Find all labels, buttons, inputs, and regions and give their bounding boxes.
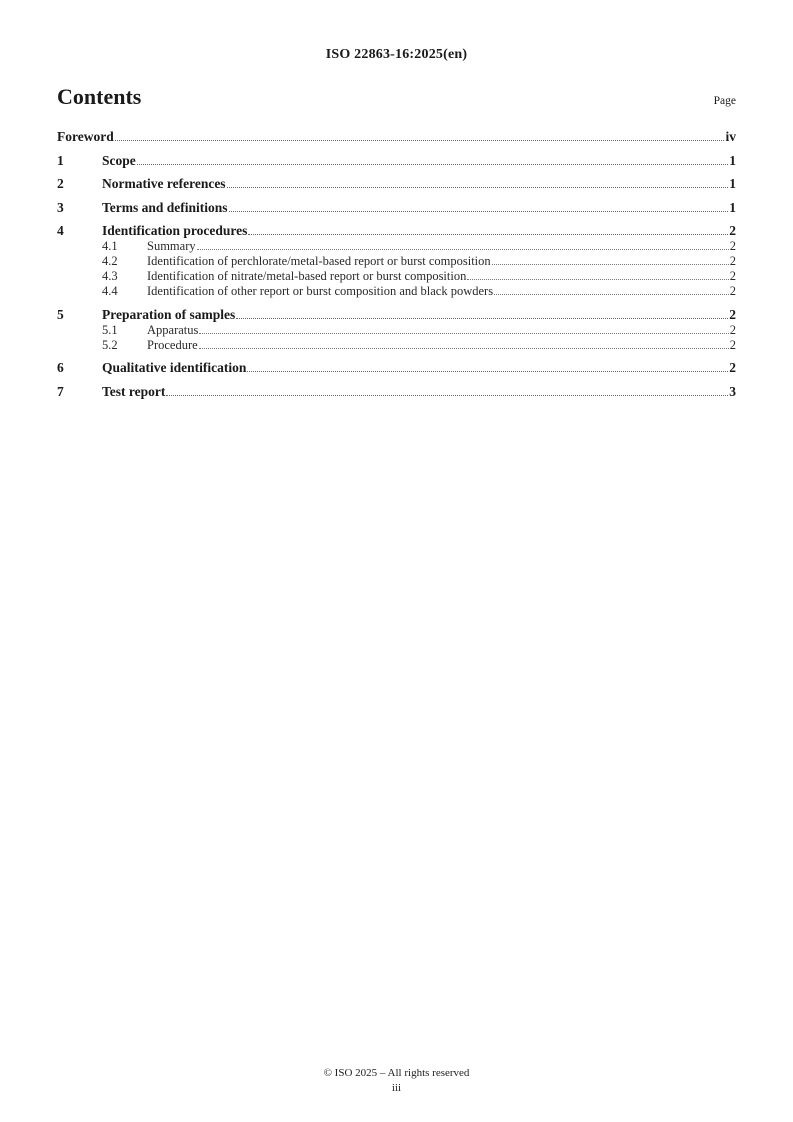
toc-subentry[interactable]	[57, 254, 736, 269]
dot-leader	[166, 395, 728, 396]
dot-leader	[229, 211, 729, 212]
toc-entry[interactable]	[57, 153, 736, 169]
toc-subentry[interactable]	[57, 239, 736, 254]
toc-entry[interactable]	[57, 129, 736, 145]
toc-entry-page: 1	[729, 199, 736, 215]
toc-entry-label: Qualitative identification	[102, 360, 247, 375]
toc-subentry-label: Identification of nitrate/metal-based report or burst composition	[147, 269, 467, 283]
toc-subentry-number: 4.2	[102, 254, 118, 268]
contents-title: Contents	[57, 84, 142, 109]
page-number: iii	[391, 1082, 402, 1094]
toc-subentry-page: 2	[729, 284, 736, 298]
toc-subentry-label: Apparatus	[147, 322, 199, 337]
toc-entry[interactable]	[57, 223, 736, 239]
dot-leader	[467, 279, 728, 280]
toc-subentry[interactable]	[57, 338, 736, 353]
dot-leader	[115, 140, 725, 141]
toc-entry-number: 5	[57, 306, 64, 322]
toc-subentry-label: Identification of perchlorate/metal-based report or burst composition	[147, 254, 491, 268]
table-of-contents	[57, 129, 736, 400]
dot-leader	[199, 333, 728, 334]
toc-entry-page: 2	[729, 360, 736, 375]
toc-entry-page: 2	[729, 223, 736, 238]
dot-leader	[247, 371, 728, 372]
toc-entry[interactable]	[57, 176, 736, 192]
toc-entry-page: 1	[729, 152, 736, 168]
toc-entry-page: 1	[729, 176, 736, 191]
toc-subentry-page: 2	[729, 269, 736, 283]
toc-subentry-label: Procedure	[147, 337, 198, 352]
toc-subentry[interactable]	[57, 269, 736, 284]
toc-subentry-label: Identification of other report or burst composition and black powders	[147, 284, 494, 298]
dot-leader	[492, 264, 729, 265]
toc-entry-number: 7	[57, 383, 64, 399]
toc-subentry-page: 2	[729, 322, 736, 337]
page-column-label: Page	[713, 95, 736, 107]
toc-subentry-number: 4.1	[102, 239, 118, 253]
toc-subentry-number: 5.1	[102, 322, 118, 337]
toc-entry[interactable]	[57, 200, 736, 216]
toc-subentry-page: 2	[729, 337, 736, 352]
toc-subentry[interactable]	[57, 323, 736, 338]
toc-entry[interactable]	[57, 360, 736, 376]
toc-entry-label: Test report	[102, 383, 166, 399]
dot-leader	[236, 318, 728, 319]
dot-leader	[248, 234, 728, 235]
toc-entry-number: 3	[57, 199, 64, 215]
toc-subentry-number: 4.4	[102, 284, 118, 298]
toc-subentry-number: 5.2	[102, 337, 118, 352]
toc-entry-label: Preparation of samples	[102, 306, 236, 322]
toc-entry-page: 3	[729, 383, 736, 399]
dot-leader	[199, 348, 729, 349]
dot-leader	[227, 187, 729, 188]
toc-entry-page: 2	[729, 306, 736, 322]
page-footer	[0, 1066, 793, 1096]
dot-leader	[494, 294, 729, 295]
toc-subentry-page: 2	[729, 239, 736, 253]
toc-entry-label: Scope	[102, 152, 136, 168]
document-header: ISO 22863-16:2025(en)	[325, 47, 468, 62]
toc-entry-number: 4	[57, 223, 64, 238]
toc-subentry-page: 2	[729, 254, 736, 268]
dot-leader	[197, 249, 729, 250]
toc-entry[interactable]	[57, 307, 736, 323]
toc-entry-label: Normative references	[102, 176, 226, 191]
toc-entry-number: 2	[57, 176, 64, 191]
toc-entry-label: Foreword	[57, 129, 114, 144]
toc-entry[interactable]	[57, 384, 736, 400]
toc-subentry-label: Summary	[147, 239, 196, 253]
toc-entry-label: Terms and definitions	[102, 199, 228, 215]
copyright-notice: © ISO 2025 – All rights reserved	[323, 1067, 470, 1079]
toc-entry-page: iv	[725, 129, 736, 144]
toc-entry-number: 1	[57, 152, 64, 168]
dot-leader	[137, 164, 729, 165]
toc-subentry-number: 4.3	[102, 269, 118, 283]
toc-entry-label: Identification procedures	[102, 223, 248, 238]
toc-entry-number: 6	[57, 360, 64, 375]
contents-title-row	[57, 84, 736, 110]
toc-subentry[interactable]	[57, 284, 736, 299]
